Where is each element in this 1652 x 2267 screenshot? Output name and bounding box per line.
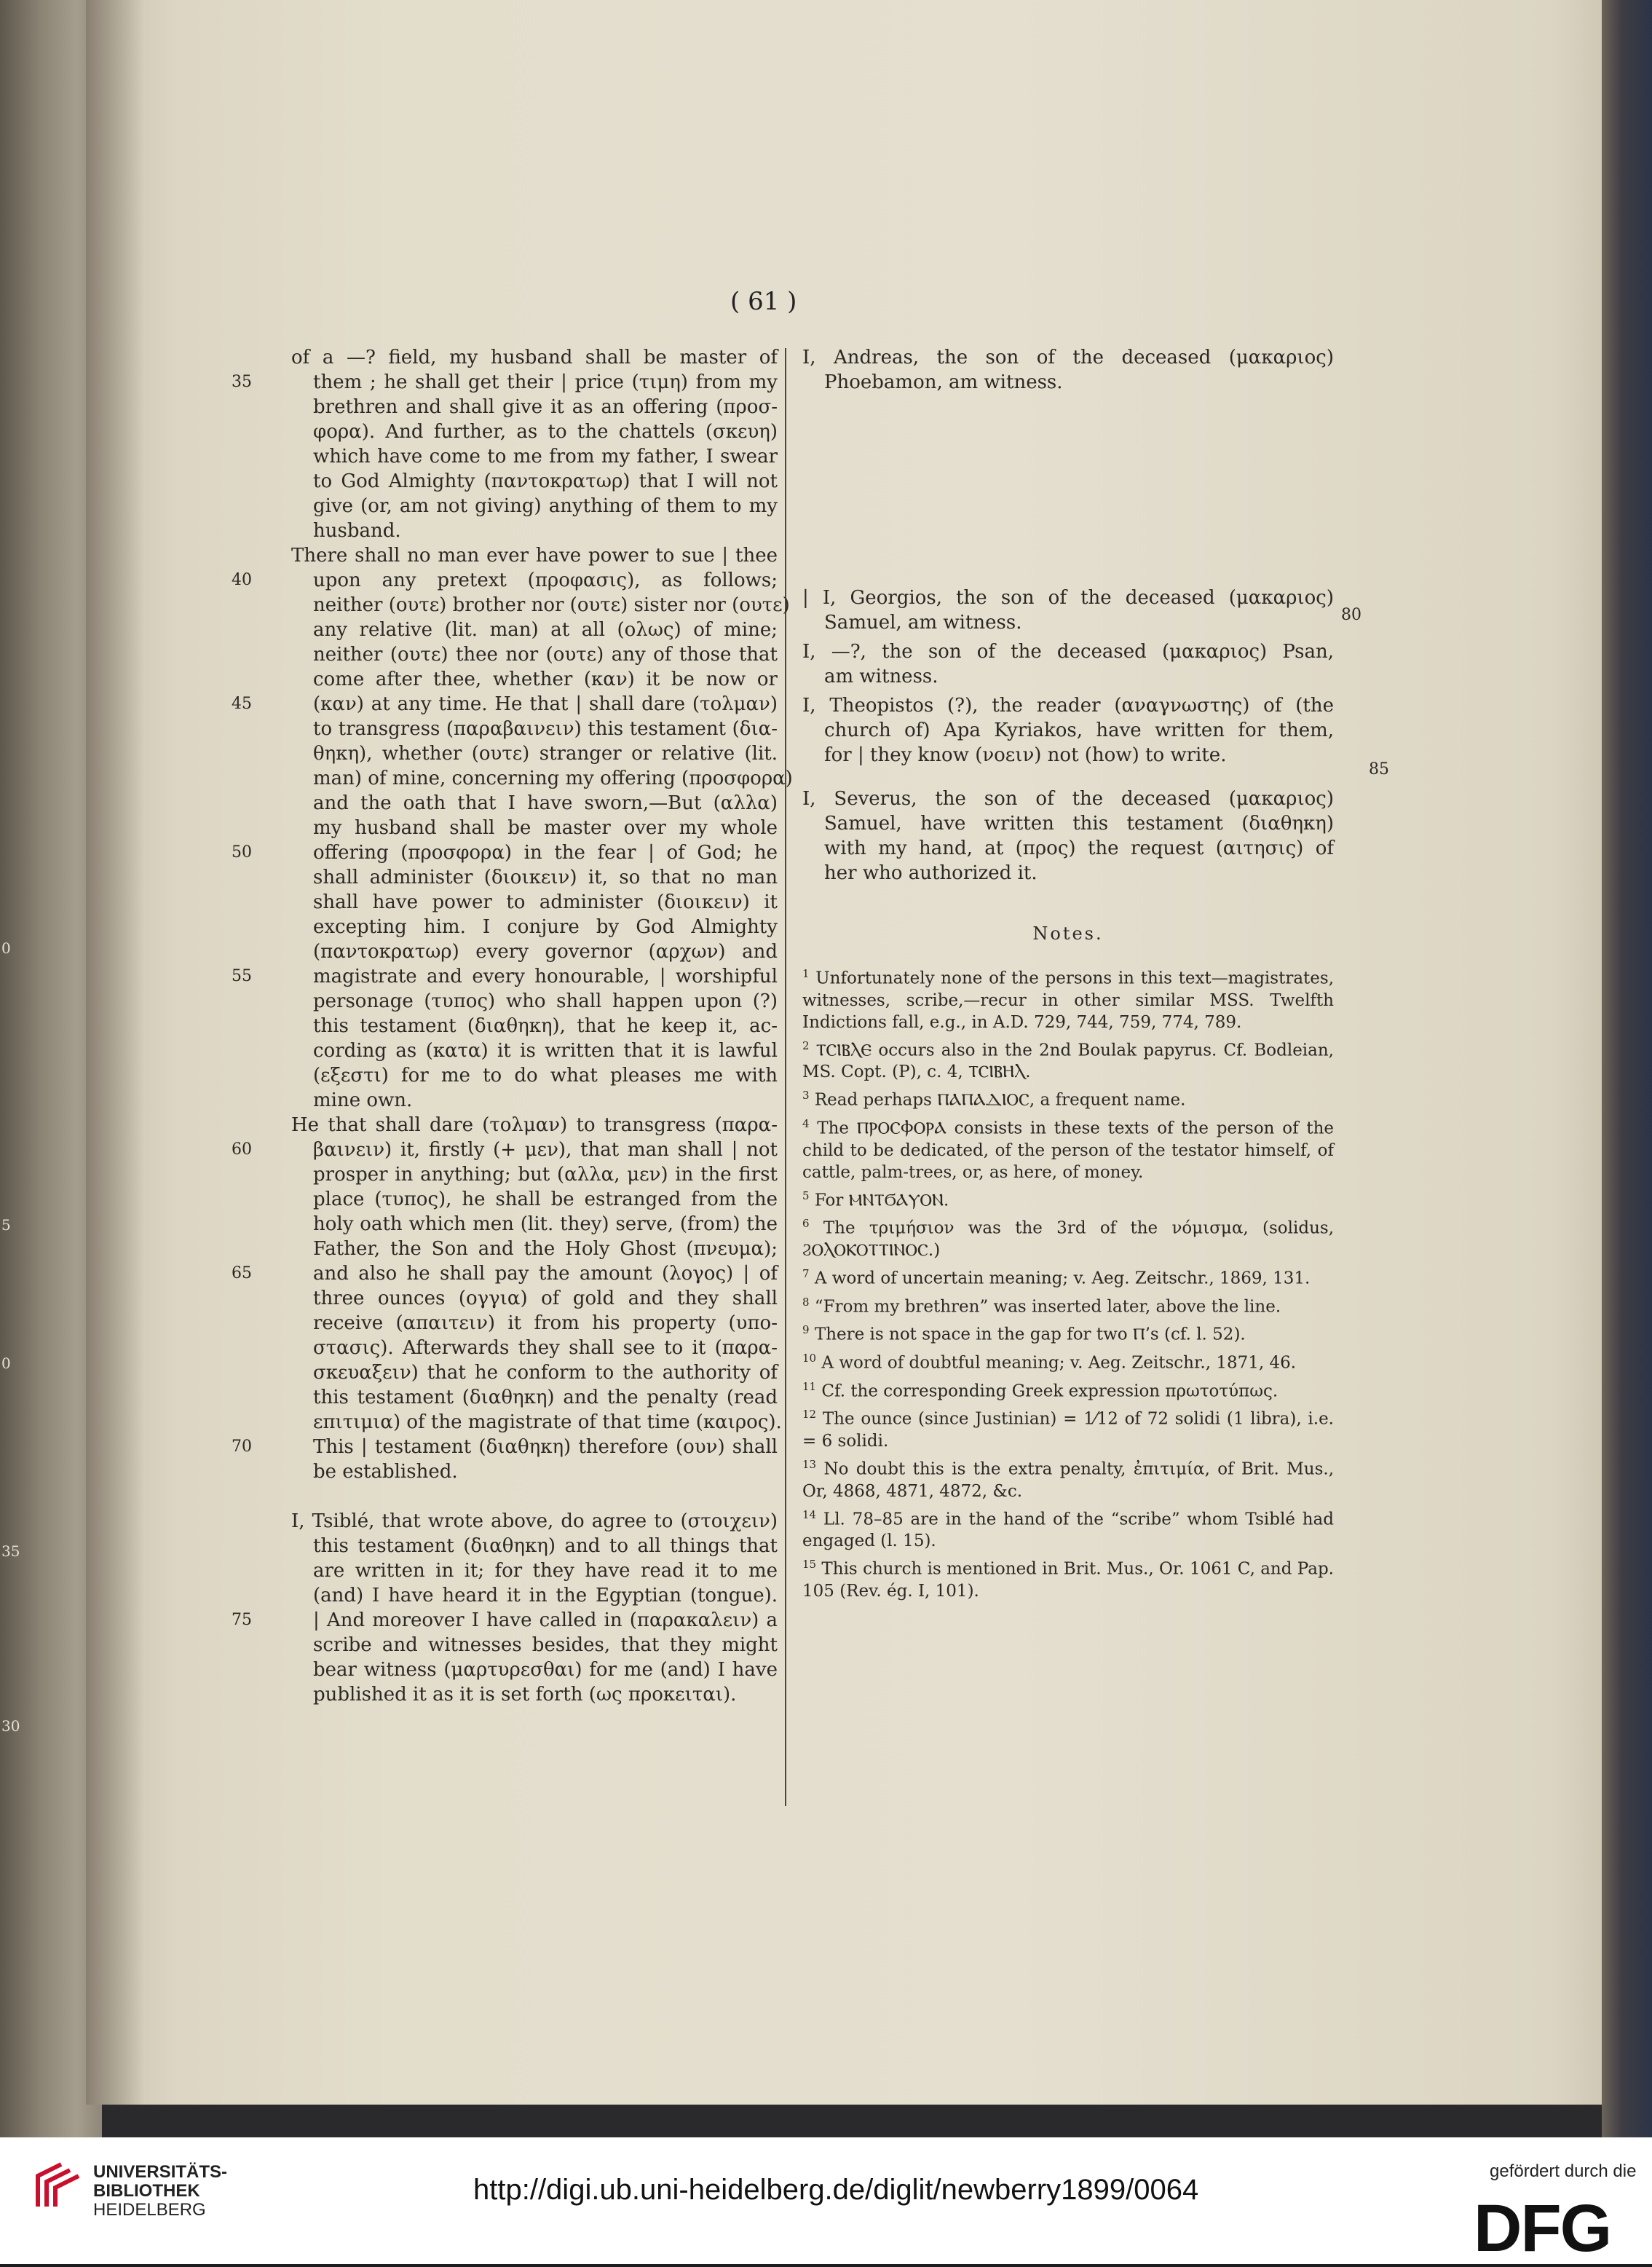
footnote bbox=[802, 1263, 1334, 1290]
footnote-text: “From my brethren” was inserted later, above the line. bbox=[814, 1297, 1281, 1317]
text-line: (εξεστι) for me to do what pleases me with bbox=[313, 1065, 778, 1087]
text-line: neither (ουτε) thee nor (ουτε) any of those that bbox=[313, 644, 778, 666]
footnote bbox=[802, 1291, 1334, 1318]
text-line: magistrate and every honourable, | worshipful bbox=[313, 966, 778, 987]
text-line: Phoebamon, am witness. bbox=[824, 371, 1063, 393]
footnote-text: This church is mentioned in Brit. Mus., Or. 1061 C, and Pap. 105 (Rev. ég. I, 101). bbox=[802, 1559, 1334, 1601]
text-line: shall have power to administer (διοικειν) it bbox=[313, 891, 778, 913]
text-line: excepting him. I conjure by God Almighty bbox=[313, 916, 778, 938]
text-line: them ; he shall get their | price (τιμη) from my bbox=[313, 371, 778, 393]
footnote bbox=[802, 1185, 1334, 1212]
text-line: be established. bbox=[313, 1461, 458, 1483]
text-line: θηκη), whether (ουτε) stranger or relative (lit. bbox=[313, 743, 778, 765]
text-line: bear witness (μαρτυρεσθαι) for me (and) I have bbox=[313, 1659, 778, 1681]
facing-page-line-number: 0 bbox=[1, 939, 11, 957]
text-line: of a —? field, my husband shall be master of bbox=[291, 347, 778, 368]
footnote-text: A word of doubtful meaning; v. Aeg. Zeitschr., 1871, 46. bbox=[821, 1353, 1297, 1373]
text-line: man) of mine, concerning my offering (προσφορα) bbox=[313, 768, 793, 789]
sponsor-label: gefördert durch die bbox=[1490, 2161, 1637, 2181]
text-line: three ounces (ογγια) of gold and they shall bbox=[313, 1288, 778, 1309]
text-line: this testament (διαθηκη), that he keep it, ac- bbox=[313, 1015, 778, 1037]
footnote-text: Cf. the corresponding Greek expression πρωτοτύπως. bbox=[821, 1381, 1278, 1401]
footnote bbox=[802, 1454, 1334, 1502]
footnote bbox=[802, 1113, 1334, 1183]
footnote-number: 10 bbox=[802, 1351, 817, 1365]
text-line: Samuel, have written this testament (διαθηκη) bbox=[824, 813, 1334, 835]
witness-entry bbox=[802, 693, 1334, 768]
text-line: offering (προσφορα) in the fear | of God; he bbox=[313, 842, 778, 864]
text-line: I, Theopistos (?), the reader (αναγνωστης) of (the bbox=[802, 695, 1334, 717]
text-line: shall administer (διοικειν) it, so that no man bbox=[313, 867, 778, 888]
line-number: 40 bbox=[232, 571, 252, 589]
permalink-url[interactable]: http://digi.ub.uni-heidelberg.de/diglit/newberry1899/0064 bbox=[473, 2174, 1199, 2206]
footnote-number: 3 bbox=[802, 1089, 810, 1103]
text-line: receive (απαιτειν) it from his property (υπο- bbox=[313, 1312, 778, 1334]
footnote-number: 5 bbox=[802, 1188, 810, 1202]
notes-heading: Notes. bbox=[1032, 923, 1104, 944]
footnote-number: 4 bbox=[802, 1116, 810, 1130]
footnote-text: Read perhaps ⲠⲀⲠⲀⲆⲒⲞⲤ, a frequent name. bbox=[814, 1090, 1186, 1110]
text-line: (παντοκρατωρ) every governor (αρχων) and bbox=[313, 941, 778, 963]
footnote bbox=[802, 1084, 1334, 1111]
text-line: husband. bbox=[313, 520, 401, 542]
text-line: (καν) at any time. He that | shall dare (τολμαν) bbox=[313, 693, 778, 715]
line-number: 80 bbox=[1341, 606, 1361, 624]
university-library-logo bbox=[32, 2161, 83, 2212]
line-number: 60 bbox=[232, 1140, 252, 1159]
text-line: βαινειν) it, firstly (+ μεν), that man shall | not bbox=[313, 1139, 778, 1161]
text-line: to God Almighty (παντοκρατωρ) that I will not bbox=[313, 470, 778, 492]
footnote-text: There is not space in the gap for two Ⲡ’s (cf. l. 52). bbox=[814, 1325, 1246, 1344]
text-line: upon any pretext (προφασις), as follows; bbox=[313, 569, 778, 591]
text-line: brethren and shall give it as an offering (προσ- bbox=[313, 396, 778, 418]
text-line: scribe and witnesses besides, that they might bbox=[313, 1634, 778, 1656]
text-line: Samuel, am witness. bbox=[824, 612, 1022, 634]
footnote bbox=[802, 963, 1334, 1033]
text-line: her who authorized it. bbox=[824, 862, 1038, 884]
text-line: (and) I have heard it in the Egyptian (tongue). bbox=[313, 1585, 778, 1606]
footnote bbox=[802, 1504, 1334, 1553]
column-divider bbox=[785, 348, 786, 1806]
footnote-text: For ⲘⲚⲦϬⲀⲨⲞⲚ. bbox=[814, 1191, 949, 1210]
text-line: There shall no man ever have power to sue | thee bbox=[291, 545, 778, 567]
witness-entry bbox=[802, 345, 1334, 395]
footnote-text: No doubt this is the extra penalty, ἐπιτιμία, of Brit. Mus., Or, 4868, 4871, 4872, &c. bbox=[802, 1459, 1335, 1501]
footnote-number: 6 bbox=[802, 1217, 810, 1231]
text-line: mine own. bbox=[313, 1089, 413, 1111]
text-line: He that shall dare (τολμαν) to transgress (παρα- bbox=[291, 1114, 778, 1136]
translation-column bbox=[291, 345, 793, 1707]
line-number: 50 bbox=[232, 843, 252, 862]
text-line: I, —?, the son of the deceased (μακαριος) Psan, bbox=[802, 641, 1334, 663]
binding-edge bbox=[1602, 0, 1652, 2137]
line-number: 70 bbox=[232, 1438, 252, 1456]
footnote-text: ⲦⲤⲒⲂⲖⲈ occurs also in the 2nd Boulak papyrus. Cf. Bodleian, MS. Copt. (P), c. 4, ⲦⲤⲒⲂⲎⲖ. bbox=[802, 1041, 1334, 1082]
page-number: ( 61 ) bbox=[730, 287, 797, 316]
text-line: I, Andreas, the son of the deceased (μακαριος) bbox=[802, 347, 1334, 368]
footnote-number: 7 bbox=[802, 1266, 810, 1280]
text-line: with my hand, at (προς) the request (αιτησις) of bbox=[824, 837, 1334, 859]
text-line: I, Tsiblé, that wrote above, do agree to (στοιχειν) bbox=[291, 1510, 778, 1532]
footnote bbox=[802, 1376, 1334, 1403]
footnote bbox=[802, 1403, 1334, 1452]
text-line: This | testament (διαθηκη) therefore (ουν) shall bbox=[313, 1436, 778, 1458]
text-line: my husband shall be master over my whole bbox=[313, 817, 778, 839]
text-line: come after thee, whether (καν) it be now or bbox=[313, 669, 778, 690]
footnote-number: 14 bbox=[802, 1507, 817, 1521]
footnote-number: 12 bbox=[802, 1408, 817, 1422]
facing-page-line-number: 35 bbox=[1, 1542, 20, 1560]
footnote-number: 13 bbox=[802, 1457, 817, 1471]
library-name-line: BIBLIOTHEK bbox=[93, 2181, 200, 2201]
witness-entry bbox=[802, 639, 1334, 689]
text-line: give (or, am not giving) anything of them to my bbox=[313, 495, 778, 517]
text-line: | I, Georgios, the son of the deceased (μακαριος) bbox=[802, 587, 1334, 609]
text-line: | And moreover I have called in (παρακαλειν) a bbox=[313, 1609, 778, 1631]
text-line: this testament (διαθηκη) and to all things that bbox=[313, 1535, 778, 1557]
footnote-number: 9 bbox=[802, 1323, 810, 1337]
notes-list bbox=[802, 963, 1334, 1602]
witness-and-notes-column bbox=[802, 345, 1334, 1604]
footnote-number: 1 bbox=[802, 967, 810, 980]
line-number: 65 bbox=[232, 1264, 252, 1282]
line-number: 75 bbox=[232, 1611, 252, 1629]
witness-entry bbox=[802, 786, 1334, 886]
text-line: to transgress (παραβαινειν) this testament (δια- bbox=[313, 718, 778, 740]
footnote-number: 11 bbox=[802, 1379, 817, 1393]
footnote-text: The τριμήσιον was the 3rd of the νόμισμα, (solidus, ϨⲞⲖⲞⲔⲞⲦⲦⲒⲚⲞⲤ.) bbox=[802, 1218, 1335, 1260]
text-line: place (τυπος), he shall be estranged from the bbox=[313, 1188, 778, 1210]
text-line: are written in it; for they have read it to me bbox=[313, 1560, 778, 1582]
footnote-number: 15 bbox=[802, 1558, 817, 1572]
text-line: Father, the Son and the Holy Ghost (πνευμα); bbox=[313, 1238, 778, 1260]
footnote bbox=[802, 1347, 1334, 1374]
library-name bbox=[93, 2163, 227, 2220]
text-line: this testament (διαθηκη) and the penalty (read bbox=[313, 1387, 778, 1408]
text-line: church of) Apa Kyriakos, have written for them, bbox=[824, 719, 1334, 741]
footnote-text: Unfortunately none of the persons in this text—magistrates, witnesses, scribe,—recur in other similar MSS. Twelfth Indictions fall, e.g., in A.D. 729, 744, 759, 774, 789. bbox=[802, 969, 1335, 1032]
footnote bbox=[802, 1035, 1334, 1084]
line-number: 85 bbox=[1369, 760, 1389, 778]
witness-entry bbox=[802, 586, 1334, 635]
footnote-text: A word of uncertain meaning; v. Aeg. Zeitschr., 1869, 131. bbox=[814, 1269, 1311, 1288]
line-number: 55 bbox=[232, 967, 252, 985]
facing-page-line-number: 30 bbox=[1, 1717, 20, 1735]
text-line: φορα). And further, as to the chattels (σκευη) bbox=[313, 421, 778, 443]
paragraph-gap bbox=[291, 1484, 778, 1509]
footnote-number: 8 bbox=[802, 1295, 810, 1309]
text-line: στασις). Afterwards they shall see to it (παρα- bbox=[313, 1337, 778, 1359]
text-line: σκευαξειν) that he conform to the authority of bbox=[313, 1362, 778, 1384]
text-line: for | they know (νοειν) not (how) to write. bbox=[824, 744, 1227, 766]
text-line: am witness. bbox=[824, 666, 938, 687]
line-number: 35 bbox=[232, 373, 252, 391]
text-line: published it as it is set forth (ως προκειται). bbox=[313, 1684, 737, 1706]
text-line: which have come to me from my father, I swear bbox=[313, 446, 778, 468]
text-line: personage (τυπος) who shall happen upon (?) bbox=[313, 990, 778, 1012]
text-line: and the oath that I have sworn,—But (αλλα) bbox=[313, 792, 778, 814]
footnote bbox=[802, 1319, 1334, 1346]
facing-page-line-number: 5 bbox=[1, 1216, 11, 1234]
text-line: I, Severus, the son of the deceased (μακαριος) bbox=[802, 788, 1334, 810]
text-line: any relative (lit. man) at all (ολως) of mine; bbox=[313, 619, 778, 641]
library-name-line: HEIDELBERG bbox=[93, 2200, 206, 2220]
library-name-line: UNIVERSITÄTS- bbox=[93, 2162, 228, 2182]
text-line: cording as (κατα) it is written that it is lawful bbox=[313, 1040, 778, 1062]
text-line: επιτιμια) of the magistrate of that time (καιρος). bbox=[313, 1411, 782, 1433]
footnote bbox=[802, 1553, 1334, 1602]
footnote-text: Ll. 78–85 are in the hand of the “scribe” whom Tsiblé had engaged (l. 15). bbox=[802, 1510, 1334, 1551]
text-line: holy oath which men (lit. they) serve, (from) the bbox=[313, 1213, 778, 1235]
footnote bbox=[802, 1213, 1334, 1261]
spine-shadow bbox=[86, 0, 144, 2105]
footnote-number: 2 bbox=[802, 1038, 810, 1052]
line-number: 45 bbox=[232, 695, 252, 713]
facing-page-line-number: 0 bbox=[1, 1355, 11, 1372]
text-line: prosper in anything; but (αλλα, μεν) in the first bbox=[313, 1164, 778, 1186]
dfg-logo: DFG bbox=[1474, 2191, 1611, 2266]
text-line: neither (ουτε) brother nor (ουτε) sister nor (ουτε) bbox=[313, 594, 790, 616]
text-line: and also he shall pay the amount (λογος) | of bbox=[313, 1263, 778, 1285]
footnote-text: The ounce (since Justinian) = 1⁄12 of 72 solidi (1 libra), i.e. = 6 solidi. bbox=[802, 1409, 1334, 1451]
footnote-text: The ⲠⲢⲞⲤⲪⲞⲢⲀ consists in these texts of the person of the child to be dedicated, of the person of the testator himself, of cattle, palm-trees, or, as here, of money. bbox=[802, 1119, 1334, 1182]
